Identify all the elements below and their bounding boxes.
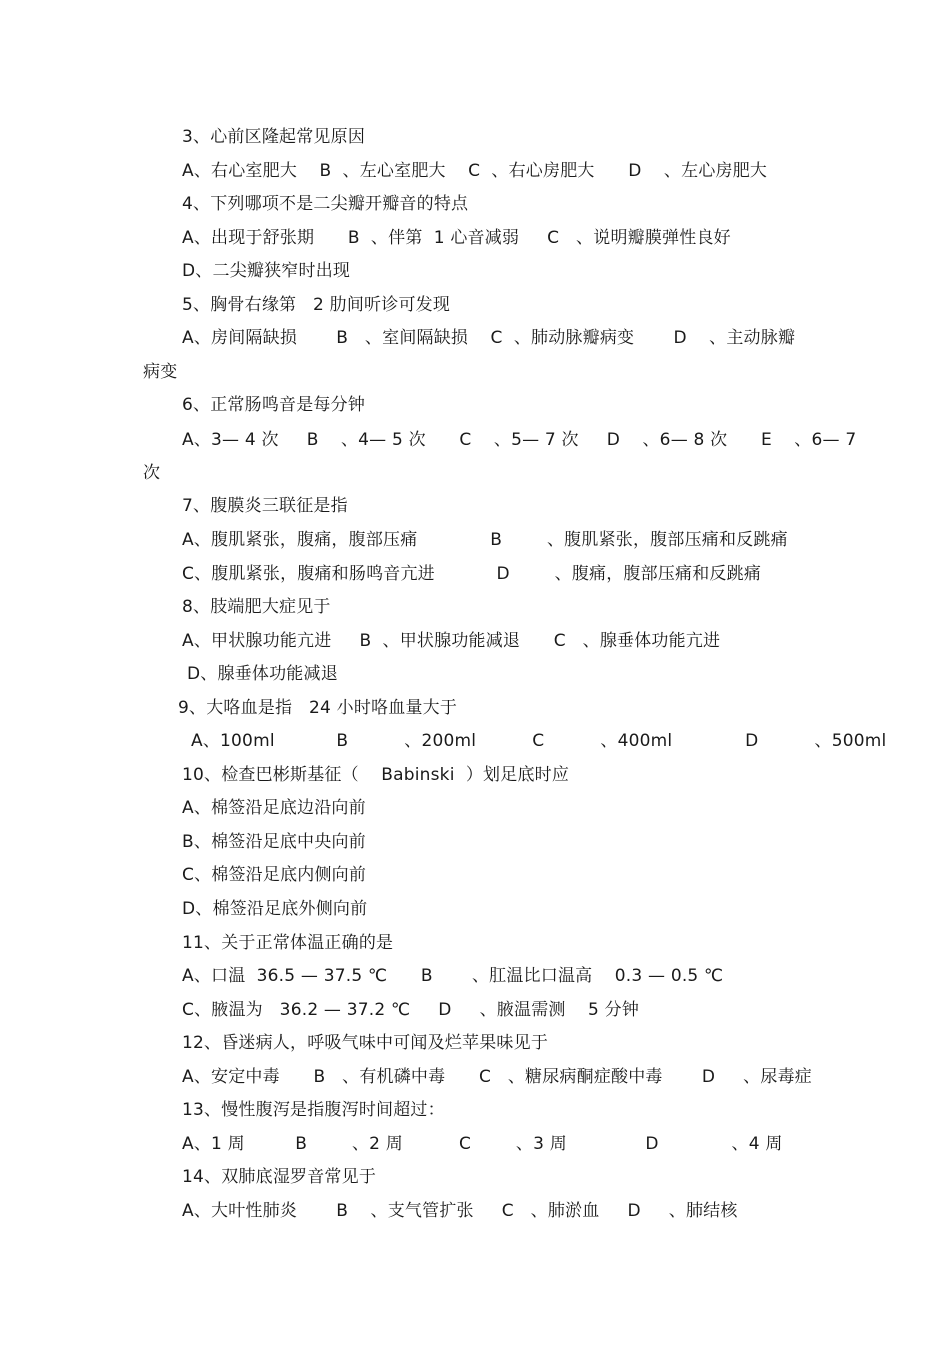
question-9-options: A、100ml B 、200ml C 、400ml D 、500ml: [191, 731, 887, 751]
question-10-option-b: B、棉签沿足底中央向前: [182, 832, 366, 852]
question-4: 4、下列哪项不是二尖瓣开瓣音的特点: [182, 194, 469, 214]
question-14-options: A、大叶性肺炎 B 、支气管扩张 C 、肺淤血 D 、肺结核: [182, 1201, 738, 1221]
question-10-option-a: A、棉签沿足底边沿向前: [182, 798, 366, 818]
question-8-options: A、甲状腺功能亢进 B 、甲状腺功能减退 C 、腺垂体功能亢进: [182, 631, 721, 651]
question-10-option-c: C、棉签沿足底内侧向前: [182, 865, 367, 885]
question-11-options-ab: A、口温 36.5 — 37.5 ℃ B 、肛温比口温高 0.3 — 0.5 ℃: [182, 966, 724, 986]
question-8: 8、肢端肥大症见于: [182, 597, 331, 617]
question-4-options: A、出现于舒张期 B 、伴第 1 心音减弱 C 、说明瓣膜弹性良好: [182, 228, 731, 248]
question-12-options: A、安定中毒 B 、有机磷中毒 C 、糖尿病酮症酸中毒 D 、尿毒症: [182, 1067, 812, 1087]
question-8-option-d: D、腺垂体功能减退: [187, 664, 338, 684]
question-11-options-cd: C、腋温为 36.2 — 37.2 ℃ D 、腋温需测 5 分钟: [182, 1000, 640, 1020]
question-7-options-ab: A、腹肌紧张，腹痛，腹部压痛 B 、腹肌紧张，腹部压痛和反跳痛: [182, 530, 788, 550]
question-10: 10、检查巴彬斯基征（ Babinski ）划足底时应: [182, 765, 570, 785]
question-6: 6、正常肠鸣音是每分钟: [182, 395, 366, 415]
question-4-option-d: D、二尖瓣狭窄时出现: [182, 261, 351, 281]
question-5-options: A、房间隔缺损 B 、室间隔缺损 C 、肺动脉瓣病变 D 、主动脉瓣: [182, 328, 796, 348]
question-12: 12、昏迷病人，呼吸气味中可闻及烂苹果味见于: [182, 1033, 549, 1053]
question-7: 7、腹膜炎三联征是指: [182, 496, 348, 516]
question-7-options-cd: C、腹肌紧张，腹痛和肠鸣音亢进 D 、腹痛，腹部压痛和反跳痛: [182, 564, 762, 584]
question-3-options: A、右心室肥大 B 、左心室肥大 C 、右心房肥大 D 、左心房肥大: [182, 161, 768, 181]
question-6-options: A、3— 4 次 B 、4— 5 次 C 、5— 7 次 D 、6— 8 次 E 、6— 7: [182, 430, 857, 450]
question-5: 5、胸骨右缘第 2 肋间听诊可发现: [182, 295, 451, 315]
question-6-options-continued: 次: [143, 463, 161, 483]
question-9: 9、大咯血是指 24 小时咯血量大于: [178, 698, 458, 718]
question-13: 13、慢性腹泻是指腹泻时间超过：: [182, 1100, 445, 1120]
question-14: 14、双肺底湿罗音常见于: [182, 1167, 377, 1187]
question-10-option-d: D、棉签沿足底外侧向前: [182, 899, 368, 919]
question-13-options: A、1 周 B 、2 周 C 、3 周 D 、4 周: [182, 1134, 783, 1154]
question-11: 11、关于正常体温正确的是: [182, 933, 394, 953]
question-3: 3、心前区隆起常见原因: [182, 127, 366, 147]
question-5-options-continued: 病变: [143, 362, 178, 382]
